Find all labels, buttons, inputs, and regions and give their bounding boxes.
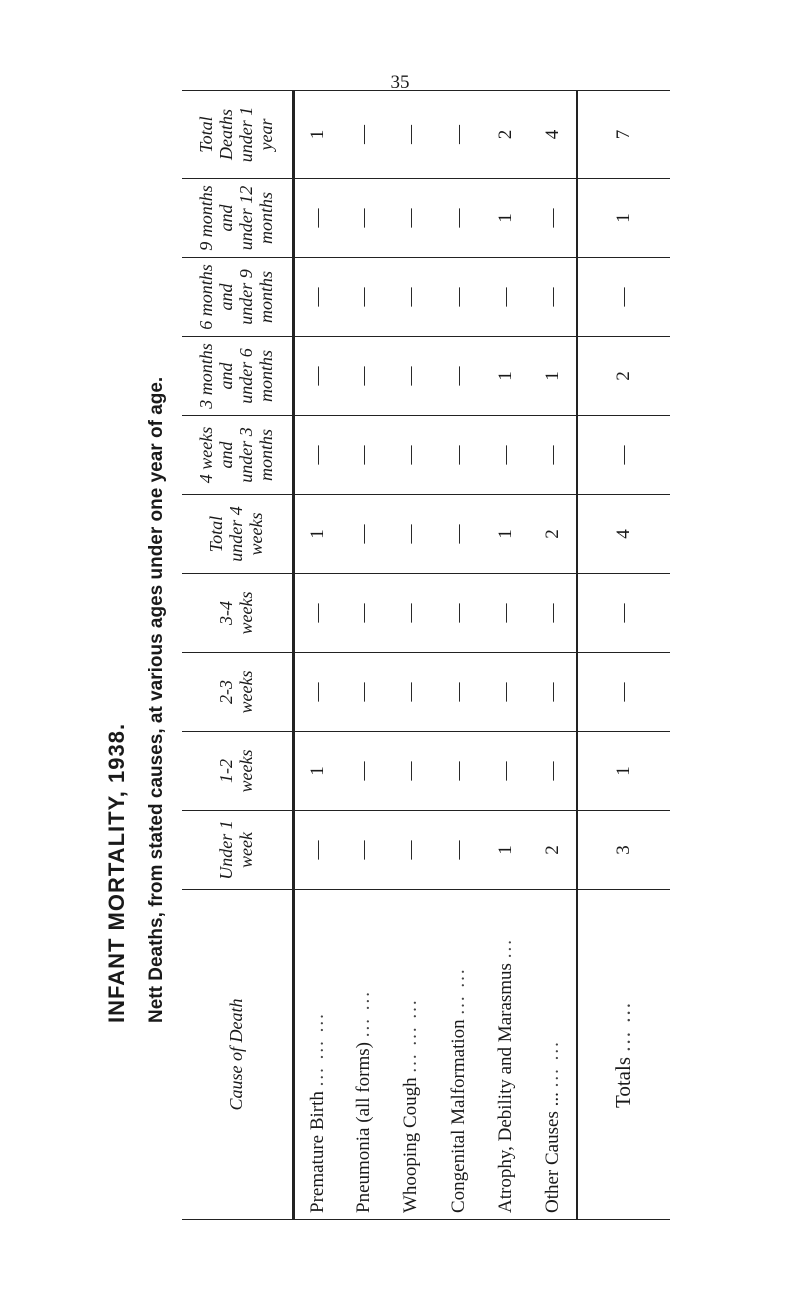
leader-dots: ... ... bbox=[353, 990, 375, 1038]
totals-value-cell: 4 bbox=[577, 495, 670, 574]
cause-label: Congenital Malformation bbox=[447, 1019, 469, 1213]
value-cell: — bbox=[435, 91, 482, 179]
cause-label: Atrophy, Debility and Marasmus bbox=[494, 963, 516, 1213]
value-cell: — bbox=[294, 179, 341, 258]
value-cell: — bbox=[529, 416, 576, 495]
cause-label: Other Causes ... bbox=[541, 1092, 563, 1213]
leader-dots: ... bbox=[494, 938, 516, 959]
header-3-to-6-months: 3 months and under 6 months bbox=[182, 337, 294, 416]
totals-label: Totals bbox=[611, 1056, 636, 1109]
cause-cell bbox=[482, 890, 529, 1220]
value-cell: — bbox=[482, 653, 529, 732]
value-cell: 1 bbox=[294, 91, 341, 179]
value-cell: — bbox=[341, 416, 388, 495]
cause-label: Pneumonia (all forms) bbox=[353, 1042, 375, 1213]
value-cell: — bbox=[341, 337, 388, 416]
header-1-2-weeks: 1-2 weeks bbox=[182, 732, 294, 811]
table-row bbox=[341, 91, 388, 1220]
page-title: INFANT MORTALITY, 1938. bbox=[104, 722, 129, 1023]
totals-value-cell: 7 bbox=[577, 91, 670, 179]
leader-dots: ... ... bbox=[611, 1000, 636, 1052]
value-cell: — bbox=[388, 258, 435, 337]
value-cell: — bbox=[294, 337, 341, 416]
totals-label-cell bbox=[577, 890, 670, 1220]
value-cell: — bbox=[435, 732, 482, 811]
value-cell: — bbox=[388, 495, 435, 574]
value-cell: — bbox=[435, 258, 482, 337]
value-cell: — bbox=[435, 337, 482, 416]
value-cell: — bbox=[341, 258, 388, 337]
value-cell: — bbox=[388, 811, 435, 890]
value-cell: — bbox=[482, 732, 529, 811]
value-cell: 1 bbox=[482, 337, 529, 416]
value-cell: — bbox=[435, 495, 482, 574]
leader-dots: ... ... bbox=[541, 1040, 563, 1088]
table-body bbox=[294, 91, 671, 1220]
value-cell: 2 bbox=[482, 91, 529, 179]
value-cell: — bbox=[388, 574, 435, 653]
header-3-4-weeks: 3-4 weeks bbox=[182, 574, 294, 653]
cause-cell bbox=[529, 890, 576, 1220]
header-4-weeks-to-3-months: 4 weeks and under 3 months bbox=[182, 416, 294, 495]
page-number: 35 bbox=[390, 72, 410, 93]
value-cell: — bbox=[341, 91, 388, 179]
totals-value-cell: — bbox=[577, 258, 670, 337]
value-cell: 1 bbox=[482, 495, 529, 574]
value-cell: — bbox=[529, 574, 576, 653]
totals-value-cell: — bbox=[577, 416, 670, 495]
value-cell: 2 bbox=[529, 495, 576, 574]
totals-value-cell: — bbox=[577, 574, 670, 653]
leader-dots: ... ... ... bbox=[306, 1012, 328, 1087]
leader-dots: ... ... ... bbox=[400, 998, 422, 1073]
value-cell: — bbox=[388, 653, 435, 732]
totals-value-cell: 3 bbox=[577, 811, 670, 890]
value-cell: — bbox=[482, 416, 529, 495]
header-2-3-weeks: 2-3 weeks bbox=[182, 653, 294, 732]
cause-cell bbox=[388, 890, 435, 1220]
value-cell: — bbox=[388, 179, 435, 258]
table-row bbox=[482, 91, 529, 1220]
value-cell: 1 bbox=[294, 732, 341, 811]
value-cell: — bbox=[435, 416, 482, 495]
value-cell: — bbox=[435, 653, 482, 732]
table-row bbox=[529, 91, 576, 1220]
header-total-under-4-weeks: Total under 4 weeks bbox=[182, 495, 294, 574]
value-cell: — bbox=[294, 811, 341, 890]
table-row bbox=[388, 91, 435, 1220]
value-cell: — bbox=[529, 179, 576, 258]
value-cell: — bbox=[388, 91, 435, 179]
table-row bbox=[294, 91, 341, 1220]
value-cell: — bbox=[529, 653, 576, 732]
value-cell: — bbox=[482, 574, 529, 653]
totals-value-cell: — bbox=[577, 653, 670, 732]
value-cell: — bbox=[529, 258, 576, 337]
value-cell: — bbox=[341, 811, 388, 890]
value-cell: — bbox=[294, 258, 341, 337]
cause-cell bbox=[294, 890, 341, 1220]
value-cell: — bbox=[435, 574, 482, 653]
value-cell: — bbox=[294, 416, 341, 495]
value-cell: — bbox=[482, 258, 529, 337]
totals-value-cell: 1 bbox=[577, 179, 670, 258]
rotated-table-wrapper bbox=[182, 100, 670, 1220]
table-header-row bbox=[182, 91, 294, 1220]
cause-label: Premature Birth bbox=[306, 1091, 328, 1213]
leader-dots: ... ... bbox=[447, 967, 469, 1015]
value-cell: — bbox=[388, 337, 435, 416]
value-cell: 1 bbox=[294, 495, 341, 574]
cause-label: Whooping Cough bbox=[400, 1077, 422, 1213]
header-9-to-12-months: 9 months and under 12 months bbox=[182, 179, 294, 258]
value-cell: 1 bbox=[529, 337, 576, 416]
value-cell: — bbox=[341, 574, 388, 653]
value-cell: — bbox=[388, 732, 435, 811]
value-cell: — bbox=[341, 732, 388, 811]
cause-cell bbox=[435, 890, 482, 1220]
value-cell: 1 bbox=[482, 811, 529, 890]
value-cell: 4 bbox=[529, 91, 576, 179]
page-subtitle: Nett Deaths, from stated causes, at various ages under one year of age. bbox=[146, 376, 167, 1023]
value-cell: — bbox=[294, 653, 341, 732]
value-cell: — bbox=[341, 179, 388, 258]
value-cell: — bbox=[435, 811, 482, 890]
value-cell: — bbox=[294, 574, 341, 653]
infant-mortality-table bbox=[182, 90, 670, 1220]
value-cell: — bbox=[341, 653, 388, 732]
value-cell: 2 bbox=[529, 811, 576, 890]
cause-cell bbox=[341, 890, 388, 1220]
value-cell: — bbox=[435, 179, 482, 258]
value-cell: 1 bbox=[482, 179, 529, 258]
header-under-1-week: Under 1 week bbox=[182, 811, 294, 890]
value-cell: — bbox=[341, 495, 388, 574]
value-cell: — bbox=[529, 732, 576, 811]
header-total-under-1-year: Total Deaths under 1 year bbox=[182, 91, 294, 179]
header-6-to-9-months: 6 months and under 9 months bbox=[182, 258, 294, 337]
header-cause-of-death: Cause of Death bbox=[182, 890, 294, 1220]
totals-row bbox=[577, 91, 670, 1220]
totals-value-cell: 1 bbox=[577, 732, 670, 811]
totals-value-cell: 2 bbox=[577, 337, 670, 416]
mortality-table-area bbox=[182, 100, 670, 1220]
value-cell: — bbox=[388, 416, 435, 495]
table-row bbox=[435, 91, 482, 1220]
